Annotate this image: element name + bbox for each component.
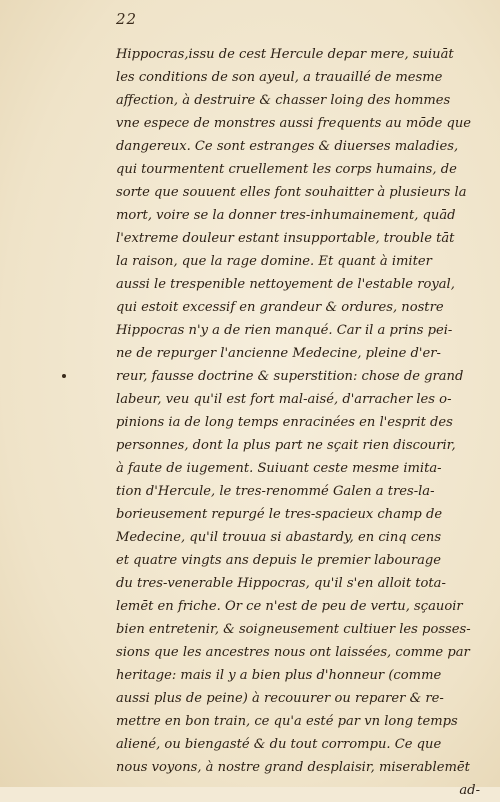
text-line: tion d'Hercule, le tres-renommé Galen a tres-la-	[116, 484, 435, 499]
text-line: reur, fausse doctrine & superstition: chose de grand	[116, 369, 464, 384]
text-line: mort, voire se la donner tres-inhumainement, quād	[116, 208, 456, 223]
text-line: borieusement repurgé le tres-spacieux champ de	[116, 507, 443, 522]
text-line: lemēt en friche. Or ce n'est de peu de vertu, sçauoir	[116, 599, 463, 614]
text-line: heritage: mais il y a bien plus d'honneur (comme	[116, 668, 442, 683]
text-line: et quatre vingts ans depuis le premier labourage	[116, 553, 442, 568]
text-line: pinions ia de long temps enracinées en l'esprit des	[116, 415, 453, 430]
text-line: aussi plus de peine) à recouurer ou reparer & re-	[116, 691, 444, 706]
catchword: ad-	[459, 783, 480, 798]
body-text	[116, 43, 490, 802]
text-line: aussi le trespenible nettoyement de l'estable royal,	[116, 277, 455, 292]
text-line: Medecine, qu'il trouua si abastardy, en cinq cens	[116, 530, 442, 545]
text-line: à faute de iugement. Suiuant ceste mesme imita-	[116, 461, 442, 476]
text-line: labeur, veu qu'il est fort mal-aisé, d'arracher les o-	[116, 392, 452, 407]
text-line: mettre en bon train, ce qu'a esté par vn long temps	[116, 714, 458, 729]
text-line: du tres-venerable Hippocras, qu'il s'en alloit tota-	[116, 576, 446, 591]
text-line: ne de repurger l'ancienne Medecine, pleine d'er-	[116, 346, 441, 361]
text-line: aliené, ou biengasté & du tout corrompu. Ce que	[116, 737, 442, 752]
text-line: affection, à destruire & chasser loing des hommes	[116, 93, 451, 108]
text-line: Hippocras n'y a de rien manqué. Car il a prins pei-	[116, 323, 453, 338]
page-number: 22	[116, 10, 138, 28]
text-line: les conditions de son ayeul, a trauaillé de mesme	[116, 70, 443, 85]
text-line: Hippocras,issu de cest Hercule depar mere, suiuāt	[116, 47, 454, 62]
text-line: qui estoit excessif en grandeur & ordures, nostre	[116, 300, 444, 315]
text-line: la raison, que la rage domine. Et quant à imiter	[116, 254, 432, 269]
text-line: personnes, dont la plus part ne sçait rien discourir,	[116, 438, 456, 453]
text-line: sorte que souuent elles font souhaitter à plusieurs la	[116, 185, 467, 200]
text-line: bien entretenir, & soigneusement cultiuer les posses-	[116, 622, 471, 637]
text-line: dangereux. Ce sont estranges & diuerses maladies,	[116, 139, 459, 154]
margin-mark	[62, 374, 66, 378]
text-line: qui tourmentent cruellement les corps humains, de	[116, 162, 457, 177]
text-line: nous voyons, à nostre grand desplaisir, miserablemēt	[116, 760, 470, 775]
text-line: l'extreme douleur estant insupportable, trouble tāt	[116, 231, 455, 246]
text-line: sions que les ancestres nous ont laissées, comme par	[116, 645, 470, 660]
text-line: vne espece de monstres aussi frequents au mōde que	[116, 116, 472, 131]
